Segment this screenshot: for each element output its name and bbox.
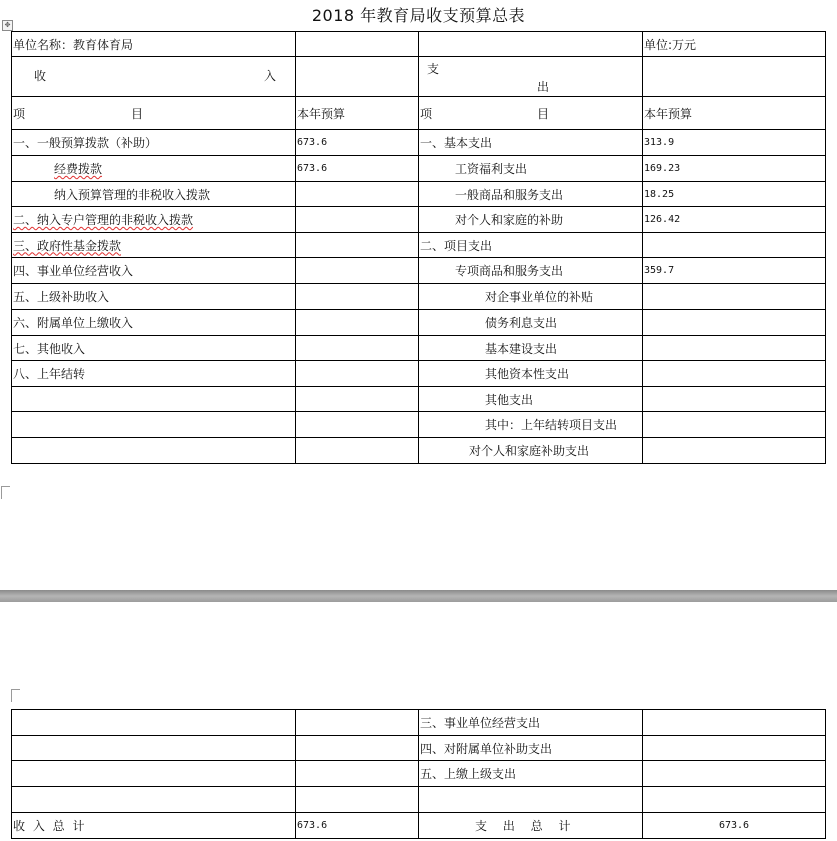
expense-item[interactable]: 二、项目支出	[419, 233, 643, 258]
expense-value[interactable]	[643, 438, 826, 464]
expense-item[interactable]: 债务利息支出	[419, 310, 643, 336]
income-item[interactable]: 六、附属单位上缴收入	[12, 310, 296, 336]
expense-value[interactable]	[643, 310, 826, 336]
expense-item[interactable]: 对个人和家庭补助支出	[419, 438, 643, 464]
table-row	[12, 97, 826, 130]
unit-label-cell[interactable]: 单位:万元	[643, 32, 826, 57]
table-cell[interactable]	[419, 32, 643, 57]
income-item-label: 二、纳入专户管理的非税收入拨款	[13, 213, 194, 227]
income-item[interactable]	[12, 233, 296, 258]
item-header-char-1: 项	[13, 107, 26, 121]
table-row	[12, 156, 826, 182]
page-corner-marker	[1, 486, 10, 499]
income-value[interactable]	[296, 182, 419, 207]
expense-value[interactable]	[643, 387, 826, 412]
table-cell[interactable]	[12, 761, 296, 787]
table-row	[12, 284, 826, 310]
expense-item[interactable]: 对个人和家庭的补助	[419, 207, 643, 233]
income-value[interactable]: 673.6	[296, 156, 419, 182]
table-cell[interactable]	[12, 787, 296, 813]
table-cell[interactable]	[296, 438, 419, 464]
table-row	[12, 182, 826, 207]
income-value[interactable]	[296, 258, 419, 284]
income-value[interactable]	[296, 310, 419, 336]
income-item-header[interactable]	[12, 97, 296, 130]
expense-value[interactable]	[643, 361, 826, 387]
income-item[interactable]: 一、一般预算拨款（补助）	[12, 130, 296, 156]
expense-item[interactable]: 四、对附属单位补助支出	[419, 736, 643, 761]
expense-header-char-2: 出	[537, 80, 550, 94]
table-cell[interactable]	[296, 787, 419, 813]
expense-value[interactable]: 313.9	[643, 130, 826, 156]
expense-header-char-1: 支	[427, 62, 440, 76]
budget-table-page1	[11, 31, 826, 464]
expense-total-label[interactable]: 支 出 总 计	[419, 813, 643, 839]
income-item-label: 经费拨款	[54, 162, 103, 176]
income-header-char-1: 收	[34, 69, 47, 83]
expense-item[interactable]: 其他资本性支出	[419, 361, 643, 387]
expense-item[interactable]: 工资福利支出	[419, 156, 643, 182]
table-row	[12, 336, 826, 361]
table-row	[12, 361, 826, 387]
table-row	[12, 761, 826, 787]
table-row	[12, 736, 826, 761]
income-item[interactable]	[12, 207, 296, 233]
expense-value[interactable]	[643, 412, 826, 438]
income-value[interactable]: 673.6	[296, 130, 419, 156]
expense-item[interactable]: 一、基本支出	[419, 130, 643, 156]
expense-item[interactable]: 专项商品和服务支出	[419, 258, 643, 284]
expense-item[interactable]: 五、上缴上级支出	[419, 761, 643, 787]
expense-value[interactable]: 18.25	[643, 182, 826, 207]
table-cell[interactable]	[643, 787, 826, 813]
expense-item[interactable]: 三、事业单位经营支出	[419, 710, 643, 736]
expense-item[interactable]: 其他支出	[419, 387, 643, 412]
expense-item[interactable]: 基本建设支出	[419, 336, 643, 361]
table-cell[interactable]	[296, 32, 419, 57]
table-cell[interactable]	[296, 412, 419, 438]
item-header-char-2: 目	[131, 107, 144, 121]
table-row	[12, 207, 826, 233]
income-total-value[interactable]: 673.6	[296, 813, 419, 839]
table-row	[12, 387, 826, 412]
table-cell[interactable]	[12, 710, 296, 736]
item-header-char-2: 目	[537, 107, 550, 121]
table-cell[interactable]	[12, 412, 296, 438]
income-item[interactable]: 七、其他收入	[12, 336, 296, 361]
table-cell[interactable]	[296, 57, 419, 97]
table-cell[interactable]	[296, 387, 419, 412]
table-cell[interactable]	[643, 57, 826, 97]
income-value[interactable]	[296, 207, 419, 233]
table-row	[12, 813, 826, 839]
expense-value[interactable]: 359.7	[643, 258, 826, 284]
page-separator	[0, 590, 837, 602]
expense-value[interactable]	[643, 233, 826, 258]
income-total-label[interactable]: 收 入 总 计	[12, 813, 296, 839]
table-row	[12, 130, 826, 156]
expense-item[interactable]: 其中：上年结转项目支出	[419, 412, 643, 438]
table-row	[12, 233, 826, 258]
table-cell[interactable]	[419, 787, 643, 813]
income-value[interactable]	[296, 336, 419, 361]
unit-name-cell[interactable]: 单位名称：教育体育局	[12, 32, 296, 57]
table-row	[12, 310, 826, 336]
income-section-header[interactable]	[12, 57, 296, 97]
item-header-char-1: 项	[420, 107, 433, 121]
income-item[interactable]: 纳入预算管理的非税收入拨款	[12, 182, 296, 207]
table-row	[12, 787, 826, 813]
table-cell[interactable]	[12, 387, 296, 412]
expense-item[interactable]: 一般商品和服务支出	[419, 182, 643, 207]
expense-item[interactable]: 对企事业单位的补贴	[419, 284, 643, 310]
expense-value[interactable]	[643, 710, 826, 736]
income-budget-header[interactable]: 本年预算	[296, 97, 419, 130]
table-cell[interactable]	[296, 761, 419, 787]
income-item[interactable]: 四、事业单位经营收入	[12, 258, 296, 284]
income-value[interactable]	[296, 284, 419, 310]
table-move-handle-icon[interactable]: ✥	[2, 20, 13, 31]
table-row	[12, 412, 826, 438]
expense-value[interactable]	[643, 336, 826, 361]
table-row	[12, 710, 826, 736]
income-item[interactable]: 五、上级补助收入	[12, 284, 296, 310]
table-row	[12, 438, 826, 464]
income-value[interactable]	[296, 233, 419, 258]
expense-budget-header[interactable]: 本年预算	[643, 97, 826, 130]
table-row	[12, 258, 826, 284]
table-cell[interactable]	[12, 736, 296, 761]
expense-value[interactable]	[643, 761, 826, 787]
income-item[interactable]	[12, 156, 296, 182]
table-row	[12, 32, 826, 57]
income-header-char-2: 入	[264, 69, 277, 83]
table-cell[interactable]	[12, 438, 296, 464]
document-title: 2018 年教育局收支预算总表	[311, 6, 526, 25]
budget-table-page2	[11, 709, 826, 839]
income-item[interactable]: 八、上年结转	[12, 361, 296, 387]
page-corner-marker	[11, 689, 20, 702]
table-cell[interactable]	[296, 710, 419, 736]
table-row	[12, 57, 826, 97]
expense-value[interactable]	[643, 736, 826, 761]
expense-item-header[interactable]	[419, 97, 643, 130]
income-value[interactable]	[296, 361, 419, 387]
expense-value[interactable]: 126.42	[643, 207, 826, 233]
expense-total-value[interactable]: 673.6	[643, 813, 826, 839]
expense-section-header[interactable]	[419, 57, 643, 97]
income-item-label: 三、政府性基金拨款	[13, 238, 122, 253]
expense-value[interactable]: 169.23	[643, 156, 826, 182]
table-cell[interactable]	[296, 736, 419, 761]
expense-value[interactable]	[643, 284, 826, 310]
